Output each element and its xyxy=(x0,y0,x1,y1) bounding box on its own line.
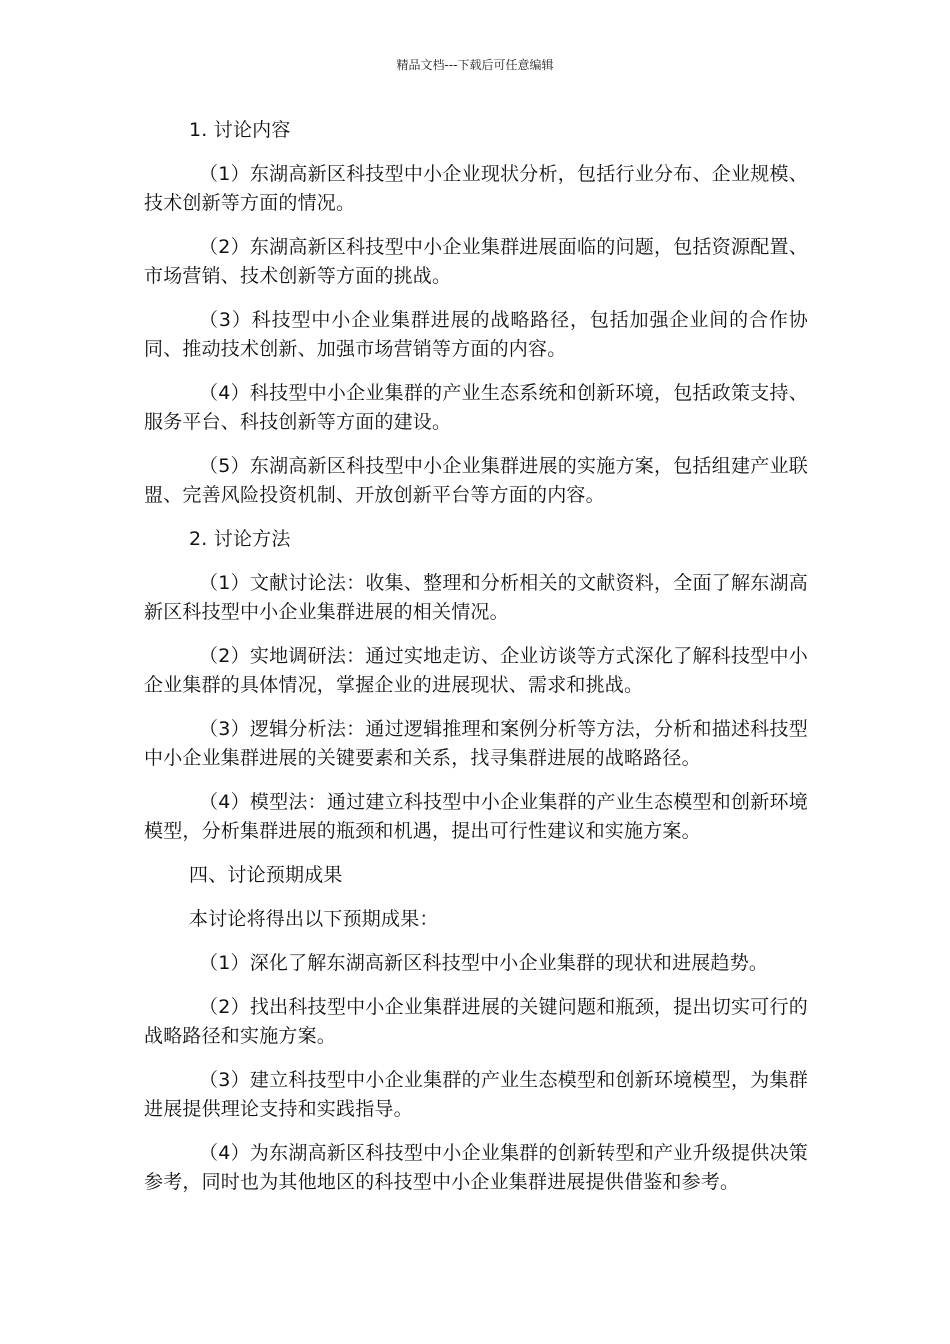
content-item-3: （3）科技型中小企业集群进展的战略路径，包括加强企业间的合作协同、推动技术创新、加强市场营销等方面的内容。 xyxy=(144,309,808,360)
section-heading-outcomes: 四、讨论预期成果 xyxy=(189,864,343,886)
outcome-item-1: （1）深化了解东湖高新区科技型中小企业集群的现状和进展趋势。 xyxy=(199,952,769,974)
method-item-2: （2）实地调研法：通过实地走访、企业访谈等方式深化了解科技型中小企业集群的具体情况，掌握企业的进展现状、需求和挑战。 xyxy=(144,645,808,696)
method-item-1: （1）文献讨论法：收集、整理和分析相关的文献资料，全面了解东湖高新区科技型中小企业集群进展的相关情况。 xyxy=(144,572,808,623)
section-heading-content: 1. 讨论内容 xyxy=(189,119,291,141)
content-item-2: （2）东湖高新区科技型中小企业集群进展面临的问题，包括资源配置、市场营销、技术创新等方面的挑战。 xyxy=(144,236,808,287)
outcome-item-3: （3）建立科技型中小企业集群的产业生态模型和创新环境模型，为集群进展提供理论支持和实践指导。 xyxy=(144,1069,808,1120)
content-item-5: （5）东湖高新区科技型中小企业集群进展的实施方案，包括组建产业联盟、完善风险投资机制、开放创新平台等方面的内容。 xyxy=(144,455,808,506)
page-header: 精品文档---下载后可任意编辑 xyxy=(396,58,554,72)
outcome-item-2: （2）找出科技型中小企业集群进展的关键问题和瓶颈，提出切实可行的战略路径和实施方案。 xyxy=(144,996,808,1047)
section-heading-method: 2. 讨论方法 xyxy=(189,528,291,550)
content-item-1: （1）东湖高新区科技型中小企业现状分析，包括行业分布、企业规模、技术创新等方面的情况。 xyxy=(144,163,808,214)
method-item-4: （4）模型法：通过建立科技型中小企业集群的产业生态模型和创新环境模型，分析集群进展的瓶颈和机遇，提出可行性建议和实施方案。 xyxy=(144,791,808,842)
outcome-item-4: （4）为东湖高新区科技型中小企业集群的创新转型和产业升级提供决策参考，同时也为其他地区的科技型中小企业集群进展提供借鉴和参考。 xyxy=(144,1142,808,1193)
method-item-3: （3）逻辑分析法：通过逻辑推理和案例分析等方法，分析和描述科技型中小企业集群进展的关键要素和关系，找寻集群进展的战略路径。 xyxy=(144,718,808,769)
outcomes-intro: 本讨论将得出以下预期成果： xyxy=(189,908,439,930)
content-item-4: （4）科技型中小企业集群的产业生态系统和创新环境，包括政策支持、服务平台、科技创新等方面的建设。 xyxy=(144,382,808,433)
document-body xyxy=(144,116,808,1197)
